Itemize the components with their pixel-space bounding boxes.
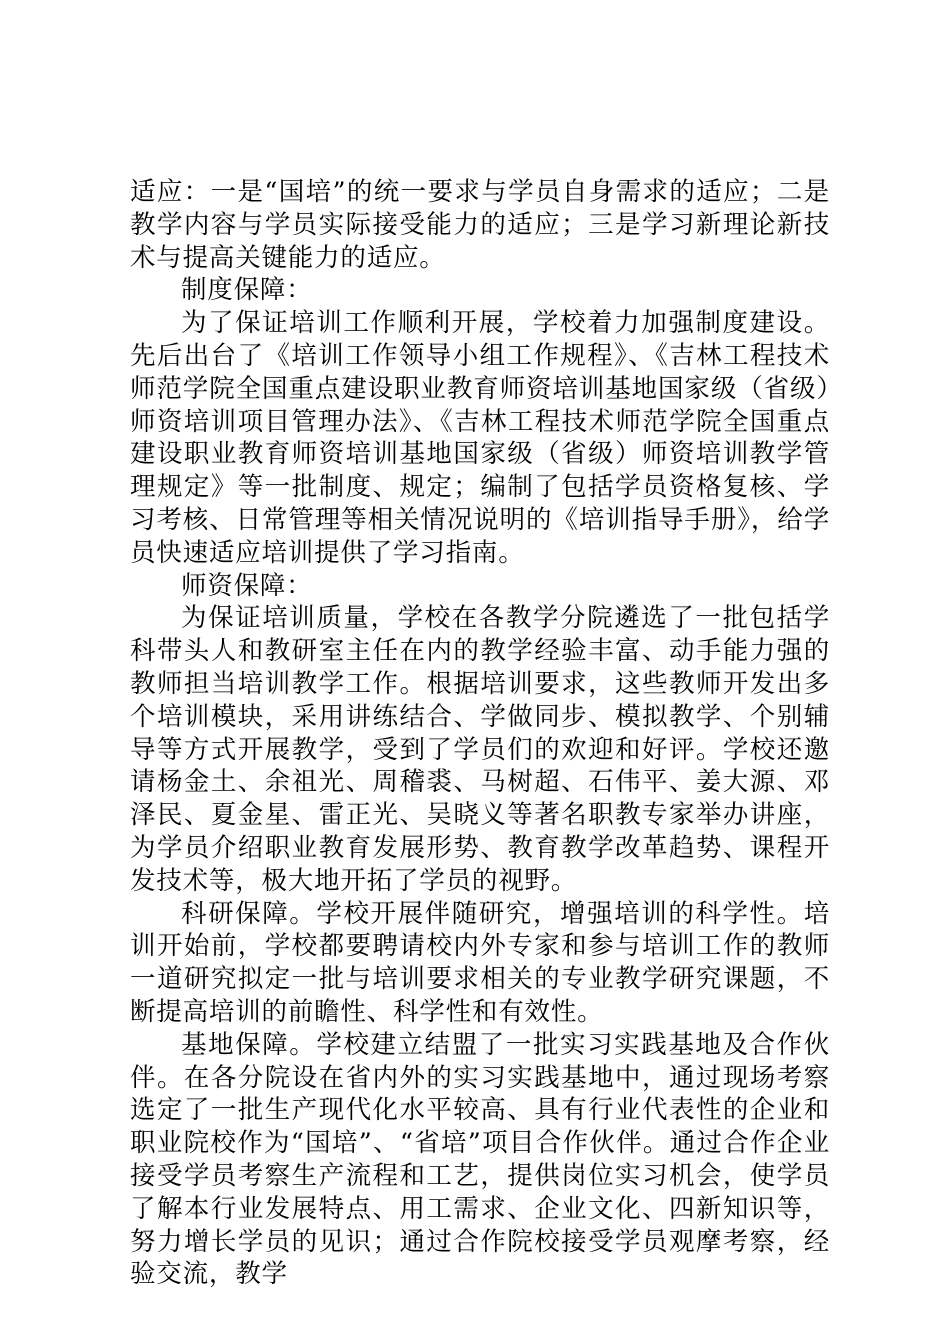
heading-faculty-guarantee: 师资保障： bbox=[181, 570, 313, 601]
document-body bbox=[130, 176, 830, 1291]
paragraph-faculty-guarantee: 为保证培训质量，学校在各教学分院遴选了一批包括学科带头人和教研室主任在内的教学经验丰富、动手能力强的教师担当培训教学工作。根据培训要求，这些教师开发出多个培训模块，采用讲练结合、学做同步、模拟教学、个别辅导等方式开展教学，受到了学员们的欢迎和好评。学校还邀请杨金土、余祖光、周稽裘、马树超、石伟平、姜大源、邓泽民、夏金星、雷正光、吴晓义等著名职教专家举办讲座，为学员介绍职业教育发展形势、教育教学改革趋势、课程开发技术等，极大地开拓了学员的视野。 bbox=[130, 603, 830, 896]
paragraph-adaptation: 适应：一是“国培”的统一要求与学员自身需求的适应；二是教学内容与学员实际接受能力的适应；三是学习新理论新技术与提高关键能力的适应。 bbox=[130, 177, 830, 273]
paragraph-institutional-guarantee: 为了保证培训工作顺利开展，学校着力加强制度建设。先后出台了《培训工作领导小组工作规程》、《吉林工程技术师范学院全国重点建设职业教育师资培训基地国家级（省级）师资培训项目管理办法》、《吉林工程技术师范学院全国重点建设职业教育师资培训基地国家级（省级）师资培训教学管理规定》等一批制度、规定；编制了包括学员资格复核、学习考核、日常管理等相关情况说明的《培训指导手册》，给学员快速适应培训提供了学习指南。 bbox=[130, 308, 830, 568]
heading-institutional-guarantee: 制度保障： bbox=[181, 275, 313, 306]
paragraph-base-guarantee: 基地保障。学校建立结盟了一批实习实践基地及合作伙伴。在各分院设在省内外的实习实践基地中，通过现场考察选定了一批生产现代化水平较高、具有行业代表性的企业和职业院校作为“国培”、“省培”项目合作伙伴。通过合作企业接受学员考察生产流程和工艺，提供岗位实习机会，使学员了解本行业发展特点、用工需求、企业文化、四新知识等，努力增长学员的见识；通过合作院校接受学员观摩考察，经验交流，教学 bbox=[130, 1029, 830, 1290]
paragraph-research-guarantee: 科研保障。学校开展伴随研究，增强培训的科学性。培训开始前，学校都要聘请校内外专家和参与培训工作的教师一道研究拟定一批与培训要求相关的专业教学研究课题，不断提高培训的前瞻性、科学性和有效性。 bbox=[130, 898, 830, 1027]
